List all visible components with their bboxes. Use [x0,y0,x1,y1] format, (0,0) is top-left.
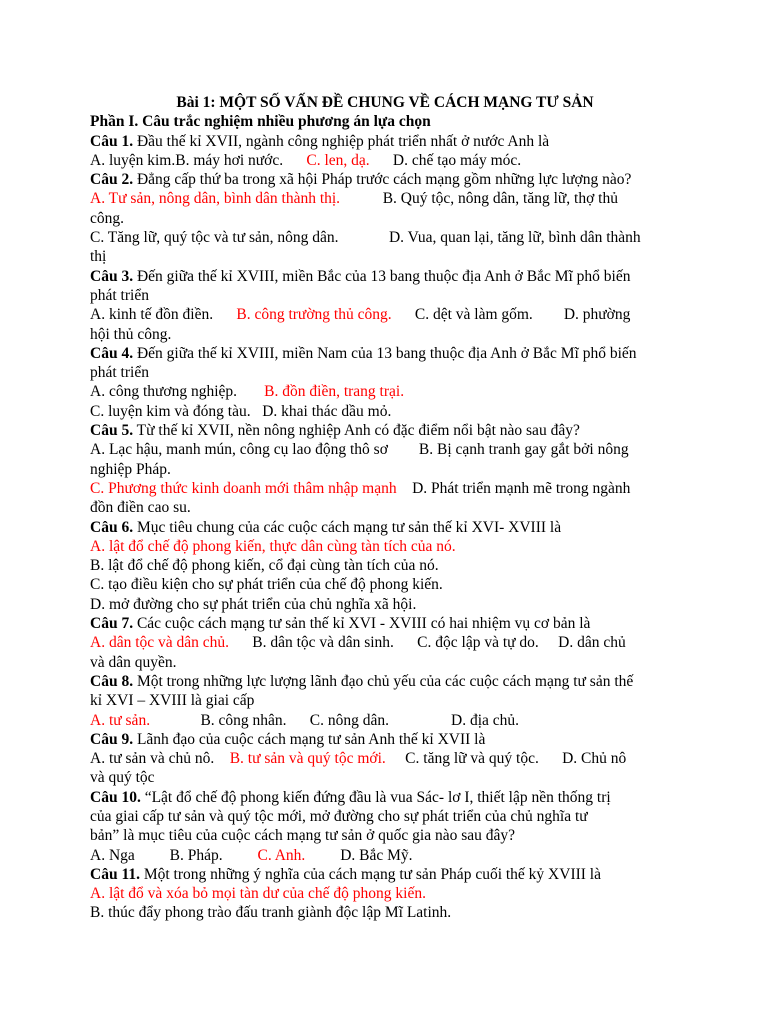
option-a: A. luyện kim. [90,151,176,169]
question-8-text-cont: kỉ XVI – XVIII là giai cấp [90,692,255,710]
question-text: Các cuộc cách mạng tư sản thế kỉ XVI - XVIII có hai nhiệm vụ cơ bản là [133,615,591,633]
option-c-answer: C. len, dạ. [306,151,370,169]
option-a: A. Nga [90,846,135,864]
option-c: C. tăng lữ và quý tộc. [405,750,539,768]
question-5-options-cd [90,479,680,498]
question-2-options-ab [90,189,680,208]
question-text: Lãnh đạo của cuộc cách mạng tư sản Anh thế kỉ XVII là [133,730,486,748]
question-3 [90,267,680,286]
question-8 [90,672,680,691]
option-d: D. Bắc Mỹ. [340,846,413,864]
question-number: Câu 7. [90,615,134,633]
question-1-options [90,151,680,170]
option-a: A. tư sản và chủ nô. [90,750,215,768]
question-number: Câu 6. [90,518,134,536]
option-d: D. phường [563,306,631,324]
question-9-options [90,749,680,768]
option-b: B. Quý tộc, nông dân, tăng lữ, thợ thủ [382,190,618,208]
question-10 [90,788,680,807]
option-b: B. dân tộc và dân sinh. [252,634,394,652]
option-d: D. địa chủ. [451,711,520,729]
question-number: Câu 11. [90,865,140,883]
question-text: Đến giữa thế kỉ XVIII, miền Nam của 13 bang thuộc địa Anh ở Bắc Mĩ phổ biến [133,344,637,362]
option-d: D. Phát triển mạnh mẽ trong ngành [412,479,631,497]
section-heading: Phần I. Câu trắc nghiệm nhiều phương án lựa chọn [90,113,431,131]
option-b: B. máy hơi nước. [175,151,284,169]
option-d: D. Vua, quan lại, tăng lữ, bình dân thành [388,229,641,247]
question-5-option-b-cont: nghiệp Pháp. [90,460,171,478]
question-3-options [90,305,680,324]
option-c-answer: C. Phương thức kinh doanh mới thâm nhập mạnh [90,479,397,497]
question-1 [90,132,680,151]
question-3-option-d-cont: hội thủ công. [90,325,172,343]
question-4-text-cont: phát triển [90,364,149,382]
option-d: D. Chủ nô [562,750,627,768]
question-9 [90,730,680,749]
question-number: Câu 2. [90,171,134,189]
question-9-option-d-cont: và quý tộc [90,769,155,787]
option-b-answer: B. đồn điền, trang trại. [264,383,405,401]
question-3-text-cont: phát triển [90,286,149,304]
question-10-text-cont-1: của giai cấp tư sản và quý tộc mới, mở đường cho sự phát triển của chủ nghĩa tư [90,807,588,825]
question-text: Một trong những ý nghĩa của cách mạng tư sản Pháp cuối thế kỷ XVIII là [139,865,601,883]
option-d: D. khai thác dầu mỏ. [262,402,392,420]
question-text: Mục tiêu chung của các cuộc cách mạng tư sản thế kỉ XVI- XVIII là [133,518,562,536]
question-7-options [90,633,680,652]
question-4 [90,344,680,363]
question-2 [90,170,680,189]
option-c: C. dệt và làm gốm. [414,306,533,324]
option-c: C. độc lập và tự do. [417,634,539,652]
option-a-answer: A. Tư sản, nông dân, bình dân thành thị. [90,190,341,208]
option-b-answer: B. công trường thủ công. [236,306,392,324]
question-6-option-a-answer: A. lật đổ chế độ phong kiến, thực dân cùng tàn tích của nó. [90,537,456,555]
question-6-option-b: B. lật đổ chế độ phong kiến, cổ đại cùng tàn tích của nó. [90,557,439,575]
option-a: A. Lạc hậu, manh mún, công cụ lao động thô sơ [90,441,388,459]
option-a: A. kinh tế đồn điền. [90,306,214,324]
option-b: B. công nhân. [200,711,287,729]
question-text: Đẳng cấp thứ ba trong xã hội Pháp trước cách mạng gồm những lực lượng nào? [133,171,632,189]
document-body [90,93,680,923]
option-c: C. luyện kim và đóng tàu. [90,402,251,420]
option-a-answer: A. tư sản. [90,711,151,729]
question-5 [90,421,680,440]
question-6-option-d: D. mở đường cho sự phát triển của chủ nghĩa xã hội. [90,595,417,613]
question-4-options-cd [90,402,680,421]
option-d: D. dân chủ [558,634,626,652]
option-c-answer: C. Anh. [257,846,306,864]
question-2-option-b-cont: công. [90,209,125,227]
question-11-option-b: B. thúc đẩy phong trào đấu tranh giành độc lập Mĩ Latinh. [90,904,452,922]
option-b: B. Pháp. [169,846,223,864]
question-7 [90,614,680,633]
option-a: A. công thương nghiệp. [90,383,238,401]
question-5-options-ab [90,440,680,459]
question-2-option-d-cont: thị [90,248,107,266]
question-5-option-d-cont: đồn điền cao su. [90,499,191,517]
question-number: Câu 9. [90,730,134,748]
option-b-answer: B. tư sản và quý tộc mới. [229,750,386,768]
question-text: Từ thế kỉ XVII, nền nông nghiệp Anh có đặc điểm nổi bật nào sau đây? [133,422,580,440]
question-2-options-cd [90,228,680,247]
question-number: Câu 4. [90,344,134,362]
question-7-option-d-cont: và dân quyền. [90,653,177,671]
question-text: “Lật đổ chế độ phong kiến đứng đầu là vua Sác- lơ I, thiết lập nền thống trị [140,788,611,806]
question-number: Câu 1. [90,132,134,150]
question-text: Đầu thế kỉ XVII, ngành công nghiệp phát triển nhất ở nước Anh là [133,132,550,150]
option-d: D. chế tạo máy móc. [392,151,522,169]
question-number: Câu 5. [90,422,134,440]
option-c: C. Tăng lữ, quý tộc và tư sản, nông dân. [90,229,339,247]
question-text: Đến giữa thế kỉ XVIII, miền Bắc của 13 bang thuộc địa Anh ở Bắc Mĩ phổ biến [133,267,631,285]
question-6 [90,518,680,537]
question-11-option-a-answer: A. lật đổ và xóa bỏ mọi tàn dư của chế độ phong kiến. [90,885,426,903]
question-4-options-ab [90,382,680,401]
question-number: Câu 10. [90,788,141,806]
question-number: Câu 3. [90,267,134,285]
option-c: C. nông dân. [309,711,390,729]
question-10-text-cont-2: bản” là mục tiêu của cuộc cách mạng tư sản ở quốc gia nào sau đây? [90,827,516,845]
option-b: B. Bị cạnh tranh gay gắt bởi nông [418,441,629,459]
question-number: Câu 8. [90,672,134,690]
question-10-options [90,846,680,865]
page-title: Bài 1: MỘT SỐ VẤN ĐỀ CHUNG VỀ CÁCH MẠNG TƯ SẢN [176,94,594,111]
option-a-answer: A. dân tộc và dân chủ. [90,634,230,652]
question-text: Một trong những lực lượng lãnh đạo chủ yếu của các cuộc cách mạng tư sản thế [133,672,634,690]
question-8-options [90,711,680,730]
question-6-option-c: C. tạo điều kiện cho sự phát triển của chế độ phong kiến. [90,576,443,594]
question-11 [90,865,680,884]
